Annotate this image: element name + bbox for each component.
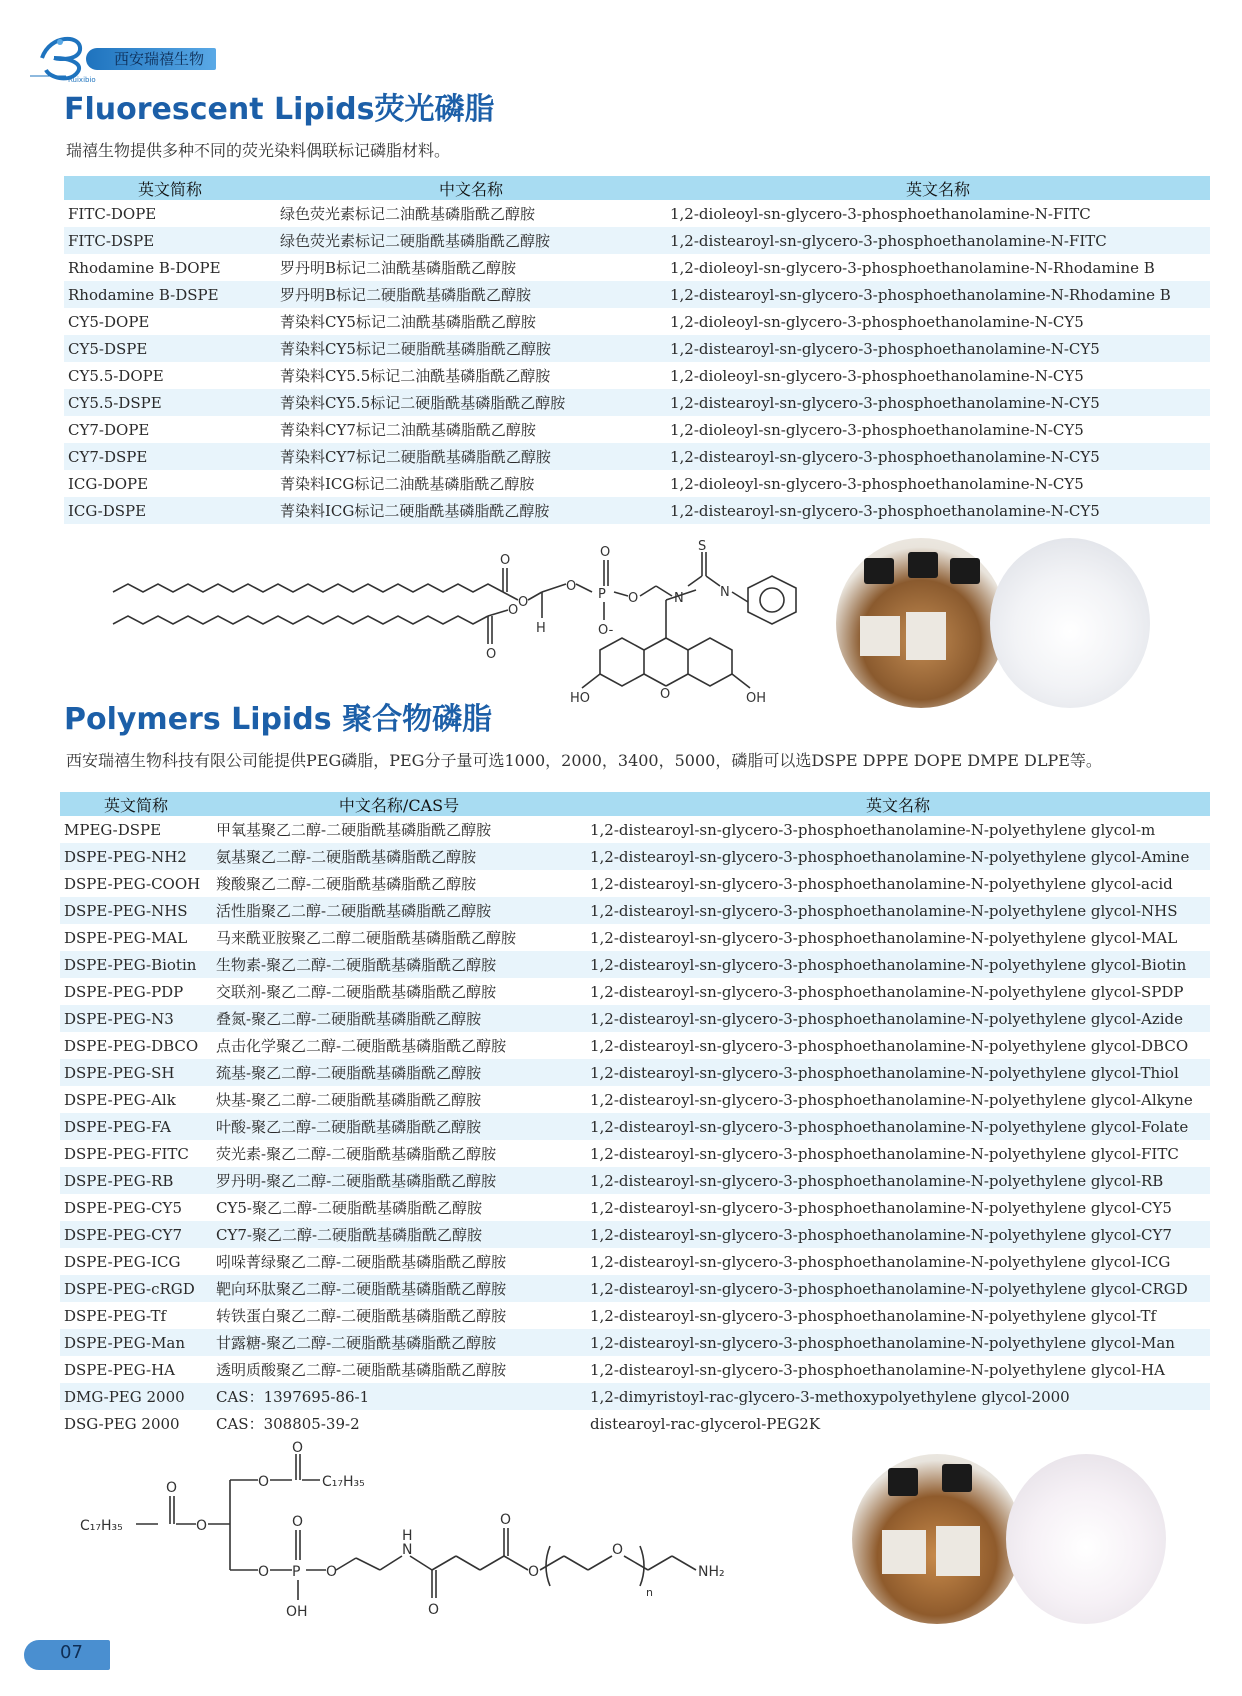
abbr-cell: DSPE-PEG-Alk <box>64 1090 176 1109</box>
atom-label: O <box>600 545 611 560</box>
abbr-cell: DSPE-PEG-CY5 <box>64 1198 182 1217</box>
table-row <box>64 281 1210 308</box>
chinese-name-cell: 吲哚菁绿聚乙二醇-二硬脂酰基磷脂酰乙醇胺 <box>216 1253 507 1271</box>
chinese-name-cell: 绿色荧光素标记二油酰基磷脂酰乙醇胺 <box>280 205 536 223</box>
table-row <box>60 978 1210 1005</box>
abbr-cell: DSPE-PEG-cRGD <box>60 1275 212 1302</box>
english-name-cell: 1,2-dioleoyl-sn-glycero-3-phosphoethanolamine-N-CY5 <box>670 474 1084 493</box>
table-row <box>64 227 1210 254</box>
table-row <box>60 843 1210 870</box>
abbr-cell: ICG-DSPE <box>64 497 276 524</box>
table-row <box>60 1275 1210 1302</box>
table-row <box>60 1329 1210 1356</box>
chinese-name-cell: 氨基聚乙二醇-二硬脂酰基磷脂酰乙醇胺 <box>212 843 586 870</box>
english-name-cell: 1,2-distearoyl-sn-glycero-3-phosphoethanolamine-N-polyethylene glycol-Man <box>586 1329 1210 1356</box>
atom-label: O <box>292 1440 304 1456</box>
english-name-cell: 1,2-distearoyl-sn-glycero-3-phosphoethanolamine-N-polyethylene glycol-Alkyne <box>590 1090 1193 1109</box>
chinese-name-cell: 甘露糖-聚乙二醇-二硬脂酰基磷脂酰乙醇胺 <box>212 1329 586 1356</box>
atom-label: P <box>598 587 606 602</box>
english-name-cell: 1,2-distearoyl-sn-glycero-3-phosphoethanolamine-N-polyethylene glycol-ICG <box>590 1252 1171 1271</box>
english-name-cell: distearoyl-rac-glycerol-PEG2K <box>590 1414 821 1433</box>
english-name-cell: 1,2-distearoyl-sn-glycero-3-phosphoethanolamine-N-polyethylene glycol-RB <box>586 1167 1210 1194</box>
fluorescein-structure <box>570 580 790 710</box>
table-row <box>60 1032 1210 1059</box>
abbr-cell: CY5-DSPE <box>64 335 276 362</box>
table-row <box>60 816 1210 843</box>
atom-label: O <box>528 1564 540 1580</box>
abbr-cell: ICG-DOPE <box>68 474 149 493</box>
chinese-name-cell: 交联剂-聚乙二醇-二硬脂酰基磷脂酰乙醇胺 <box>216 983 497 1001</box>
abbr-cell: Rhodamine B-DSPE <box>64 281 276 308</box>
col-header: 英文名称 <box>586 792 1210 816</box>
table-row <box>60 1167 1210 1194</box>
section-intro-fluorescent: 瑞禧生物提供多种不同的荧光染料偶联标记磷脂材料。 <box>66 141 451 160</box>
english-name-cell: 1,2-distearoyl-sn-glycero-3-phosphoethanolamine-N-CY5 <box>666 443 1210 470</box>
chinese-name-cell: 菁染料CY5标记二硬脂酰基磷脂酰乙醇胺 <box>276 335 666 362</box>
english-name-cell: 1,2-distearoyl-sn-glycero-3-phosphoethanolamine-N-polyethylene glycol-Biotin <box>586 951 1210 978</box>
english-name-cell: 1,2-distearoyl-sn-glycero-3-phosphoethanolamine-N-CY5 <box>666 335 1210 362</box>
table-row <box>64 362 1210 389</box>
table-row <box>60 1383 1210 1410</box>
english-name-cell: 1,2-distearoyl-sn-glycero-3-phosphoethanolamine-N-polyethylene glycol-SPDP <box>590 982 1184 1001</box>
english-name-cell: 1,2-distearoyl-sn-glycero-3-phosphoethanolamine-N-polyethylene glycol-HA <box>590 1360 1165 1379</box>
abbr-cell: MPEG-DSPE <box>64 820 162 839</box>
atom-label: O <box>292 1514 304 1530</box>
english-name-cell: 1,2-distearoyl-sn-glycero-3-phosphoethanolamine-N-polyethylene glycol-CY5 <box>590 1198 1172 1217</box>
atom-label: O <box>196 1518 208 1534</box>
table-row <box>64 200 1210 227</box>
atom-label: O- <box>598 623 614 638</box>
chinese-name-cell: 菁染料CY5.5标记二油酰基磷脂酰乙醇胺 <box>280 367 551 385</box>
atom-label: HO <box>570 691 591 706</box>
table-row <box>64 335 1210 362</box>
abbr-cell: DSPE-PEG-PDP <box>64 982 184 1001</box>
brand-name-badge: 西安瑞禧生物 <box>86 48 216 70</box>
chinese-name-cell: 生物素-聚乙二醇-二硬脂酰基磷脂酰乙醇胺 <box>212 951 586 978</box>
chinese-name-cell: CY5-聚乙二醇-二硬脂酰基磷脂酰乙醇胺 <box>216 1199 483 1217</box>
english-name-cell: 1,2-distearoyl-sn-glycero-3-phosphoethanolamine-N-polyethylene glycol-Folate <box>586 1113 1210 1140</box>
english-name-cell: 1,2-distearoyl-sn-glycero-3-phosphoethanolamine-N-polyethylene glycol-NHS <box>586 897 1210 924</box>
english-name-cell: 1,2-dioleoyl-sn-glycero-3-phosphoethanolamine-N-Rhodamine B <box>670 258 1155 277</box>
abbr-cell: DSPE-PEG-COOH <box>64 874 201 893</box>
english-name-cell: 1,2-distearoyl-sn-glycero-3-phosphoethanolamine-N-FITC <box>666 227 1210 254</box>
table-header-row <box>60 792 1210 816</box>
chinese-name-cell: 巯基-聚乙二醇-二硬脂酰基磷脂酰乙醇胺 <box>212 1059 586 1086</box>
atom-label: NH₂ <box>698 1564 725 1580</box>
peg-lipid-vials-photo <box>852 1454 1022 1624</box>
chinese-name-cell: 叠氮-聚乙二醇-二硬脂酰基磷脂酰乙醇胺 <box>212 1005 586 1032</box>
chinese-name-cell: 透明质酸聚乙二醇-二硬脂酰基磷脂酰乙醇胺 <box>216 1361 507 1379</box>
abbr-cell: DSPE-PEG-CY7 <box>60 1221 212 1248</box>
english-name-cell: 1,2-distearoyl-sn-glycero-3-phosphoethanolamine-N-CY5 <box>666 497 1210 524</box>
product-vials-photo <box>836 538 1006 708</box>
abbr-cell: Rhodamine B-DOPE <box>68 258 221 277</box>
english-name-cell: 1,2-dioleoyl-sn-glycero-3-phosphoethanolamine-N-FITC <box>670 204 1091 223</box>
chinese-name-cell: 菁染料ICG标记二油酰基磷脂酰乙醇胺 <box>280 475 535 493</box>
atom-label: O <box>518 595 529 610</box>
table-row <box>64 497 1210 524</box>
chinese-name-cell: 转铁蛋白聚乙二醇-二硬脂酰基磷脂酰乙醇胺 <box>216 1307 507 1325</box>
abbr-cell: CY7-DOPE <box>68 420 150 439</box>
abbr-cell: DMG-PEG 2000 <box>60 1383 212 1410</box>
col-header: 英文名称 <box>666 176 1210 200</box>
col-header: 英文简称 <box>64 176 276 200</box>
chinese-name-cell: 靶向环肽聚乙二醇-二硬脂酰基磷脂酰乙醇胺 <box>212 1275 586 1302</box>
abbr-cell: DSPE-PEG-NHS <box>60 897 212 924</box>
chinese-name-cell: 菁染料CY7标记二硬脂酰基磷脂酰乙醇胺 <box>276 443 666 470</box>
polymer-lipids-table <box>60 792 1210 1437</box>
chinese-name-cell: 菁染料CY5.5标记二硬脂酰基磷脂酰乙醇胺 <box>276 389 666 416</box>
chinese-name-cell: 罗丹明B标记二硬脂酰基磷脂酰乙醇胺 <box>276 281 666 308</box>
table-row <box>60 1221 1210 1248</box>
table-row <box>60 897 1210 924</box>
atom-label: N <box>402 1542 413 1558</box>
chinese-name-cell: 菁染料ICG标记二硬脂酰基磷脂酰乙醇胺 <box>276 497 666 524</box>
abbr-cell: DSPE-PEG-SH <box>60 1059 212 1086</box>
english-name-cell: 1,2-distearoyl-sn-glycero-3-phosphoethanolamine-N-polyethylene glycol-Amine <box>586 843 1210 870</box>
chinese-name-cell: 菁染料CY7标记二油酰基磷脂酰乙醇胺 <box>280 421 536 439</box>
english-name-cell: 1,2-distearoyl-sn-glycero-3-phosphoethanolamine-N-polyethylene glycol-MAL <box>590 928 1178 947</box>
atom-label: P <box>292 1564 301 1580</box>
english-name-cell: 1,2-distearoyl-sn-glycero-3-phosphoethanolamine-N-polyethylene glycol-CRGD <box>586 1275 1210 1302</box>
atom-label: O <box>508 603 519 618</box>
english-name-cell: 1,2-distearoyl-sn-glycero-3-phosphoethanolamine-N-polyethylene glycol-Azide <box>586 1005 1210 1032</box>
peg-powder-photo <box>1006 1454 1166 1624</box>
atom-label: O <box>326 1564 338 1580</box>
abbr-cell: CY5-DOPE <box>68 312 150 331</box>
chinese-name-cell: 羧酸聚乙二醇-二硬脂酰基磷脂酰乙醇胺 <box>216 875 477 893</box>
table-row <box>60 1086 1210 1113</box>
table-row <box>64 443 1210 470</box>
english-name-cell: 1,2-distearoyl-sn-glycero-3-phosphoethanolamine-N-polyethylene glycol-acid <box>590 874 1173 893</box>
section-title-polymers: Polymers Lipids 聚合物磷脂 <box>64 702 493 737</box>
table-row <box>64 470 1210 497</box>
abbr-cell: CY5.5-DSPE <box>64 389 276 416</box>
table-row <box>64 416 1210 443</box>
chinese-name-cell: 叶酸-聚乙二醇-二硬脂酰基磷脂酰乙醇胺 <box>212 1113 586 1140</box>
table-row <box>60 924 1210 951</box>
atom-label: O <box>660 687 671 702</box>
table-row <box>60 1248 1210 1275</box>
atom-label: O <box>500 1512 512 1528</box>
atom-label: OH <box>286 1604 308 1620</box>
abbr-cell: DSPE-PEG-FITC <box>64 1144 189 1163</box>
abbr-cell: DSPE-PEG-Biotin <box>60 951 212 978</box>
chinese-name-cell: 罗丹明-聚乙二醇-二硬脂酰基磷脂酰乙醇胺 <box>212 1167 586 1194</box>
english-name-cell: 1,2-dimyristoyl-rac-glycero-3-methoxypolyethylene glycol-2000 <box>586 1383 1210 1410</box>
atom-label: OH <box>746 691 767 706</box>
atom-label: S <box>698 539 707 554</box>
abbr-cell: DSPE-PEG-HA <box>64 1360 175 1379</box>
atom-label: O <box>258 1564 270 1580</box>
abbr-cell: DSPE-PEG-FA <box>60 1113 212 1140</box>
chinese-name-cell: 甲氧基聚乙二醇-二硬脂酰基磷脂酰乙醇胺 <box>216 821 492 839</box>
table-row <box>60 1410 1210 1437</box>
abbr-cell: DSPE-PEG-Tf <box>64 1306 167 1325</box>
table-row <box>60 1356 1210 1383</box>
table-row <box>60 1113 1210 1140</box>
atom-label: O <box>566 579 577 594</box>
atom-label: n <box>646 1586 653 1599</box>
table-row <box>60 1005 1210 1032</box>
table-row <box>64 308 1210 335</box>
col-header: 英文简称 <box>60 792 212 816</box>
abbr-cell: DSPE-PEG-MAL <box>64 928 188 947</box>
svg-text:Ruixibio: Ruixibio <box>68 76 96 84</box>
abbr-cell: FITC-DSPE <box>64 227 276 254</box>
col-header: 中文名称 <box>276 176 666 200</box>
atom-label: O <box>628 591 639 606</box>
table-row <box>60 1302 1210 1329</box>
abbr-cell: DSPE-PEG-N3 <box>60 1005 212 1032</box>
atom-label: O <box>166 1480 178 1496</box>
english-name-cell: 1,2-dioleoyl-sn-glycero-3-phosphoethanolamine-N-CY5 <box>670 366 1084 385</box>
abbr-cell: DSPE-PEG-ICG <box>64 1252 181 1271</box>
chinese-name-cell: 马来酰亚胺聚乙二醇二硬脂酰基磷脂酰乙醇胺 <box>216 929 517 947</box>
abbr-cell: FITC-DOPE <box>68 204 157 223</box>
table-row <box>60 870 1210 897</box>
english-name-cell: 1,2-distearoyl-sn-glycero-3-phosphoethanolamine-N-Rhodamine B <box>666 281 1210 308</box>
english-name-cell: 1,2-distearoyl-sn-glycero-3-phosphoethanolamine-N-polyethylene glycol-FITC <box>590 1144 1179 1163</box>
section-intro-polymers: 西安瑞禧生物科技有限公司能提供PEG磷脂，PEG分子量可选1000，2000，3400，5000，磷脂可以选DSPE DPPE DOPE DMPE DLPE等。 <box>66 751 1102 770</box>
english-name-cell: 1,2-distearoyl-sn-glycero-3-phosphoethanolamine-N-polyethylene glycol-CY7 <box>586 1221 1210 1248</box>
chinese-name-cell: 炔基-聚乙二醇-二硬脂酰基磷脂酰乙醇胺 <box>216 1091 482 1109</box>
atom-label: O <box>612 1542 624 1558</box>
english-name-cell: 1,2-dioleoyl-sn-glycero-3-phosphoethanolamine-N-CY5 <box>670 420 1084 439</box>
fluorescent-lipids-table <box>64 176 1210 524</box>
col-header: 中文名称/CAS号 <box>212 792 586 816</box>
atom-label: C₁₇H₃₅ <box>322 1474 365 1490</box>
atom-label: C₁₇H₃₅ <box>80 1518 123 1534</box>
dspe-peg-nh2-structure <box>80 1440 820 1620</box>
abbr-cell: DSPE-PEG-NH2 <box>60 843 212 870</box>
table-row <box>64 254 1210 281</box>
chinese-name-cell: 荧光素-聚乙二醇-二硬脂酰基磷脂酰乙醇胺 <box>216 1145 497 1163</box>
white-powder-photo <box>990 538 1150 708</box>
english-name-cell: 1,2-distearoyl-sn-glycero-3-phosphoethanolamine-N-CY5 <box>666 389 1210 416</box>
chinese-name-cell: 绿色荧光素标记二硬脂酰基磷脂酰乙醇胺 <box>276 227 666 254</box>
atom-label: N <box>674 591 684 606</box>
chinese-name-cell: 点击化学聚乙二醇-二硬脂酰基磷脂酰乙醇胺 <box>216 1037 507 1055</box>
english-name-cell: 1,2-distearoyl-sn-glycero-3-phosphoethanolamine-N-polyethylene glycol-Thiol <box>586 1059 1210 1086</box>
section-title-fluorescent: Fluorescent Lipids荧光磷脂 <box>64 92 495 127</box>
atom-label: O <box>428 1602 440 1618</box>
table-row <box>60 1140 1210 1167</box>
abbr-cell: DSPE-PEG-DBCO <box>64 1036 199 1055</box>
page-number: 07 <box>60 1642 83 1663</box>
english-name-cell: 1,2-distearoyl-sn-glycero-3-phosphoethanolamine-N-polyethylene glycol-Tf <box>590 1306 1157 1325</box>
english-name-cell: 1,2-distearoyl-sn-glycero-3-phosphoethanolamine-N-polyethylene glycol-m <box>590 820 1156 839</box>
english-name-cell: 1,2-distearoyl-sn-glycero-3-phosphoethanolamine-N-polyethylene glycol-DBCO <box>590 1036 1189 1055</box>
chinese-name-cell: 罗丹明B标记二油酰基磷脂酰乙醇胺 <box>280 259 517 277</box>
chinese-name-cell: CAS：1397695-86-1 <box>212 1383 586 1410</box>
chinese-name-cell: CY7-聚乙二醇-二硬脂酰基磷脂酰乙醇胺 <box>212 1221 586 1248</box>
atom-label: H <box>536 621 546 636</box>
atom-label: O <box>500 553 511 568</box>
table-header-row <box>64 176 1210 200</box>
atom-label: O <box>258 1474 270 1490</box>
english-name-cell: 1,2-dioleoyl-sn-glycero-3-phosphoethanolamine-N-CY5 <box>670 312 1084 331</box>
table-row <box>60 951 1210 978</box>
atom-label: O <box>486 647 497 662</box>
atom-label: H <box>402 1528 413 1544</box>
table-row <box>60 1059 1210 1086</box>
table-row <box>60 1194 1210 1221</box>
abbr-cell: DSPE-PEG-RB <box>60 1167 212 1194</box>
chinese-name-cell: 菁染料CY5标记二油酰基磷脂酰乙醇胺 <box>280 313 536 331</box>
abbr-cell: DSG-PEG 2000 <box>64 1414 180 1433</box>
chinese-name-cell: CAS：308805-39-2 <box>216 1415 360 1433</box>
abbr-cell: DSPE-PEG-Man <box>60 1329 212 1356</box>
abbr-cell: CY5.5-DOPE <box>68 366 164 385</box>
table-row <box>64 389 1210 416</box>
chinese-name-cell: 活性脂聚乙二醇-二硬脂酰基磷脂酰乙醇胺 <box>212 897 586 924</box>
atom-label: N <box>720 585 730 600</box>
abbr-cell: CY7-DSPE <box>64 443 276 470</box>
